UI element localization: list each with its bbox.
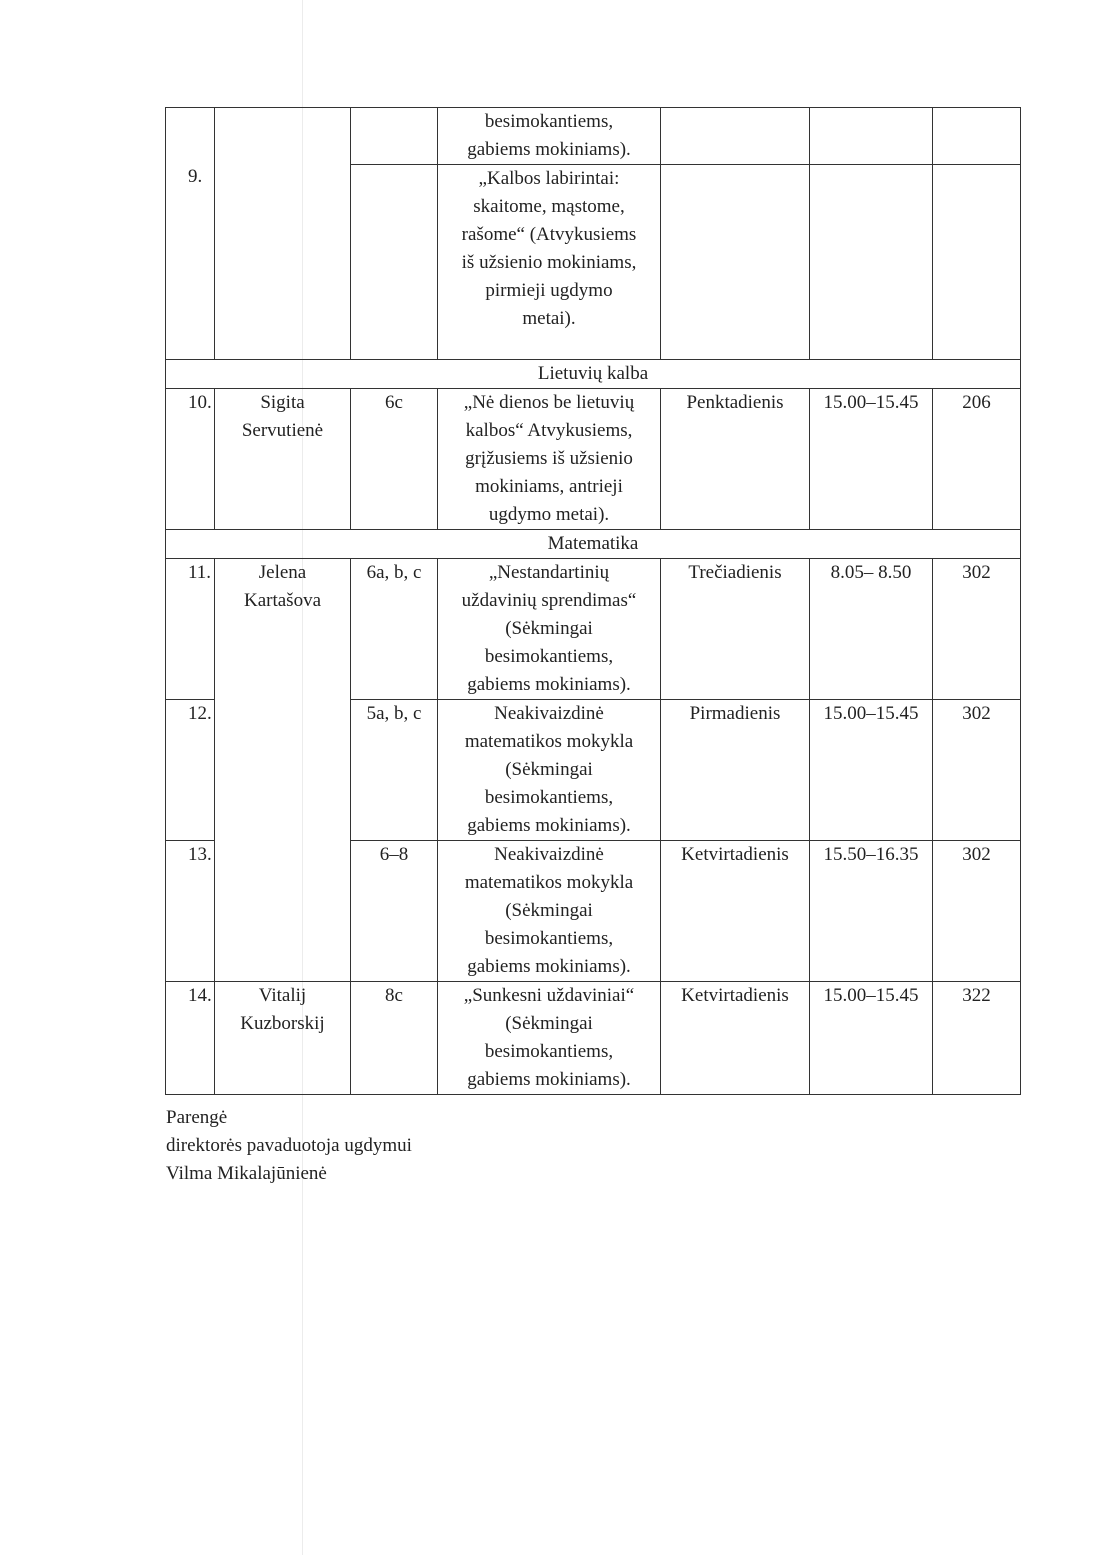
topic-cell: besimokantiems, gabiems mokiniams). — [438, 108, 661, 165]
class-cell — [351, 165, 438, 360]
room-cell: 322 — [933, 982, 1021, 1095]
topic-cell: Neakivaizdinė matematikos mokykla (Sėkmingai besimokantiems, gabiems mokiniams). — [438, 841, 661, 982]
teacher-cell: Jelena Kartašova — [215, 559, 351, 982]
class-cell: 5a, b, c — [351, 700, 438, 841]
topic-cell: „Kalbos labirintai: skaitome, mąstome, rašome“ (Atvykusiems iš užsienio mokiniams, pirmieji ugdymo metai). — [438, 165, 661, 360]
day-cell: Ketvirtadienis — [661, 982, 810, 1095]
teacher-cell — [215, 108, 351, 360]
author-name: Vilma Mikalajūnienė — [166, 1163, 327, 1184]
room-cell — [933, 108, 1021, 165]
class-cell: 6–8 — [351, 841, 438, 982]
day-cell: Pirmadienis — [661, 700, 810, 841]
table-row — [166, 108, 1021, 165]
class-cell: 6c — [351, 389, 438, 530]
table-row — [166, 389, 1021, 530]
author-position: direktorės pavaduotoja ugdymui — [166, 1135, 412, 1156]
day-cell — [661, 165, 810, 360]
section-title: Lietuvių kalba — [166, 360, 1021, 389]
time-cell: 15.50–16.35 — [810, 841, 933, 982]
day-cell — [661, 108, 810, 165]
row-number: 12. — [166, 700, 215, 841]
topic-cell: Neakivaizdinė matematikos mokykla (Sėkmingai besimokantiems, gabiems mokiniams). — [438, 700, 661, 841]
room-cell — [933, 165, 1021, 360]
teacher-cell: Sigita Servutienė — [215, 389, 351, 530]
day-cell: Penktadienis — [661, 389, 810, 530]
class-cell — [351, 108, 438, 165]
row-number: 9. — [166, 108, 215, 360]
time-cell: 15.00–15.45 — [810, 700, 933, 841]
section-row — [166, 360, 1021, 389]
room-cell: 302 — [933, 559, 1021, 700]
room-cell: 302 — [933, 700, 1021, 841]
time-cell: 8.05– 8.50 — [810, 559, 933, 700]
section-row — [166, 530, 1021, 559]
prepared-by-label: Parengė — [166, 1107, 228, 1128]
section-title: Matematika — [166, 530, 1021, 559]
schedule-table — [165, 107, 1021, 1095]
time-cell — [810, 108, 933, 165]
room-cell: 206 — [933, 389, 1021, 530]
row-number: 13. — [166, 841, 215, 982]
time-cell: 15.00–15.45 — [810, 389, 933, 530]
class-cell: 6a, b, c — [351, 559, 438, 700]
row-number: 14. — [166, 982, 215, 1095]
topic-cell: „Sunkesni uždaviniai“ (Sėkmingai besimokantiems, gabiems mokiniams). — [438, 982, 661, 1095]
topic-cell: „Nė dienos be lietuvių kalbos“ Atvykusiems, grįžusiems iš užsienio mokiniams, antrieji ugdymo metai). — [438, 389, 661, 530]
day-cell: Ketvirtadienis — [661, 841, 810, 982]
table-row — [166, 559, 1021, 700]
teacher-cell: Vitalij Kuzborskij — [215, 982, 351, 1095]
topic-cell: „Nestandartinių uždavinių sprendimas“ (Sėkmingai besimokantiems, gabiems mokiniams). — [438, 559, 661, 700]
class-cell: 8c — [351, 982, 438, 1095]
room-cell: 302 — [933, 841, 1021, 982]
row-number: 11. — [166, 559, 215, 700]
day-cell: Trečiadienis — [661, 559, 810, 700]
signature-block — [166, 1104, 412, 1188]
time-cell: 15.00–15.45 — [810, 982, 933, 1095]
time-cell — [810, 165, 933, 360]
table-row — [166, 982, 1021, 1095]
row-number: 10. — [166, 389, 215, 530]
